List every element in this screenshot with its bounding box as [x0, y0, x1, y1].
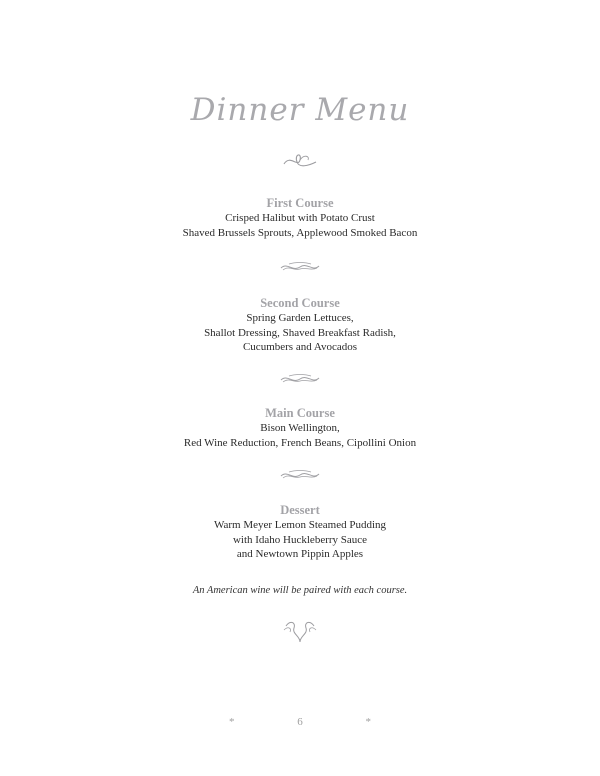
menu-item-line: Cucumbers and Avocados	[242, 341, 358, 353]
section-second-course	[0, 296, 600, 355]
section-heading: Main Course	[265, 406, 335, 420]
swirl-divider-icon	[0, 372, 600, 391]
swirl-divider-icon	[0, 468, 600, 487]
menu-item-line: Warm Meyer Lemon Steamed Pudding	[213, 519, 387, 531]
bottom-flourish-ornament	[0, 618, 600, 649]
footer-star-icon: *	[365, 716, 371, 728]
section-heading: First Course	[266, 196, 334, 210]
page-title: Dinner Menu	[190, 92, 410, 128]
footer-star-icon: *	[229, 716, 235, 728]
section-first-course	[0, 196, 600, 240]
page-number: 6	[297, 716, 303, 728]
menu-item-line: and Newtown Pippin Apples	[236, 548, 364, 560]
section-dessert	[0, 503, 600, 562]
menu-item-line: Red Wine Reduction, French Beans, Cipollini Onion	[183, 436, 417, 449]
menu-item-line: Shallot Dressing, Shaved Breakfast Radish,	[204, 326, 396, 339]
section-heading: Second Course	[260, 296, 340, 310]
menu-item-line: with Idaho Huckleberry Sauce	[232, 533, 368, 546]
menu-item-line: Shaved Brussels Sprouts, Applewood Smoked Bacon	[182, 226, 418, 239]
menu-item-line: Bison Wellington,	[260, 422, 340, 434]
swirl-divider-icon	[0, 260, 600, 279]
page-footer	[0, 716, 600, 728]
top-flourish-ornament	[0, 150, 600, 177]
menu-item-line: Crisped Halibut with Potato Crust	[225, 212, 375, 224]
wine-pairing-note: An American wine will be paired with each course.	[192, 585, 408, 596]
section-heading: Dessert	[280, 503, 320, 517]
section-main-course	[0, 406, 600, 450]
menu-item-line: Spring Garden Lettuces,	[246, 312, 354, 324]
